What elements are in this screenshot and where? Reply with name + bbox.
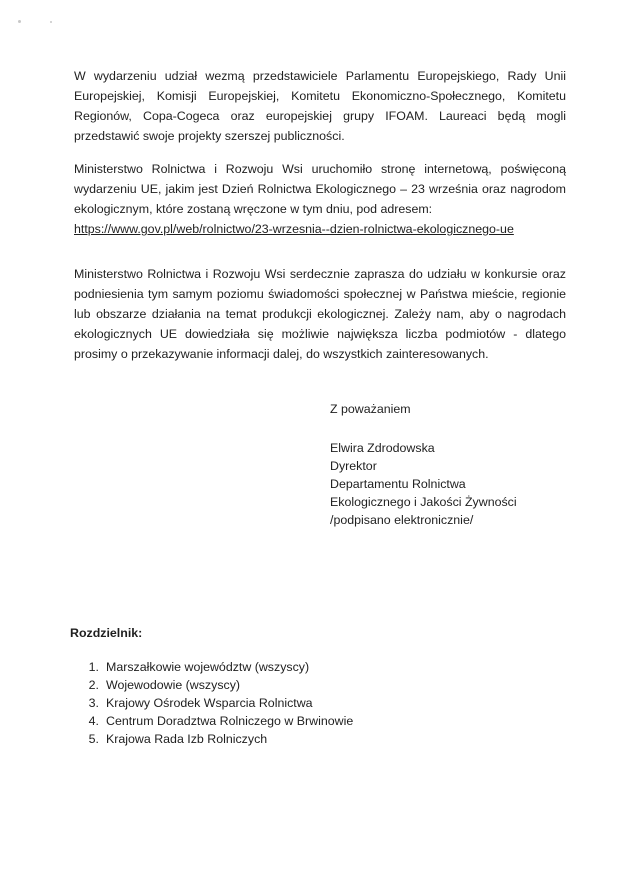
paragraph-website-text: Ministerstwo Rolnictwa i Rozwoju Wsi uruchomiło stronę internetową, poświęconą wydarzeniu UE, jakim jest Dzień Rolnictwa Ekologicznego – 23 września oraz nagrodom ekologicznym, które zostaną wręczone w tym dniu, pod adresem:: [74, 162, 566, 216]
paragraph-website: [74, 159, 566, 239]
list-item-number: 3.: [88, 696, 99, 710]
distribution-list-section: [70, 624, 570, 748]
list-item: [70, 712, 570, 730]
distribution-heading: Rozdzielnik:: [70, 626, 143, 640]
list-item-text: Marszałkowie województw (wszyscy): [106, 660, 310, 674]
list-item-number: 2.: [88, 678, 99, 692]
signatory-department-line1: Departamentu Rolnictwa: [330, 477, 466, 491]
list-item-text: Krajowy Ośrodek Wsparcia Rolnictwa: [106, 696, 313, 710]
list-item-text: Wojewodowie (wszyscy): [106, 678, 241, 692]
list-item: [70, 658, 570, 676]
paragraph-invitation: Ministerstwo Rolnictwa i Rozwoju Wsi serdecznie zaprasza do udziału w konkursie oraz podniesienia tym samym poziomu świadomości społecznej w Państwa mieście, regionie lub obszarze działania na temat produkcji ekologicznej. Zależy nam, aby o nagrodach ekologicznych UE dowiedziała się możliwie największa liczba podmiotów - dlatego prosimy o przekazywanie informacji dalej, do wszystkich zainteresowanych.: [74, 267, 566, 361]
list-item: [70, 694, 570, 712]
list-item: [70, 676, 570, 694]
signatory-department-line2: Ekologicznego i Jakości Żywności: [330, 495, 517, 509]
list-item-number: 5.: [88, 732, 99, 746]
signature-block: [330, 439, 570, 529]
list-item-text: Centrum Doradztwa Rolniczego w Brwinowie: [106, 714, 354, 728]
website-link[interactable]: https://www.gov.pl/web/rolnictwo/23-wrzesnia--dzien-rolnictwa-ekologicznego-ue: [74, 222, 514, 236]
list-item-number: 1.: [88, 660, 99, 674]
paragraph-participants: W wydarzeniu udział wezmą przedstawiciele Parlamentu Europejskiego, Rady Unii Europejskiej, Komisji Europejskiej, Komitetu Ekonomiczno-Społecznego, Komitetu Regionów, Copa-Cogeca oraz europejskiej grupy IFOAM. Laureaci będą mogli przedstawić swoje projekty szerszej publiczności.: [74, 69, 566, 143]
signatory-title: Dyrektor: [330, 459, 377, 473]
list-item-text: Krajowa Rada Izb Rolniczych: [106, 732, 268, 746]
list-item: [70, 730, 570, 748]
signature-greeting: Z poważaniem: [330, 402, 411, 416]
scan-dot: [18, 20, 21, 23]
signed-electronically-note: /podpisano elektronicznie/: [330, 513, 474, 527]
list-item-number: 4.: [88, 714, 99, 728]
scan-dot: [50, 21, 52, 23]
signatory-name: Elwira Zdrodowska: [330, 441, 435, 455]
distribution-list: [70, 658, 570, 748]
